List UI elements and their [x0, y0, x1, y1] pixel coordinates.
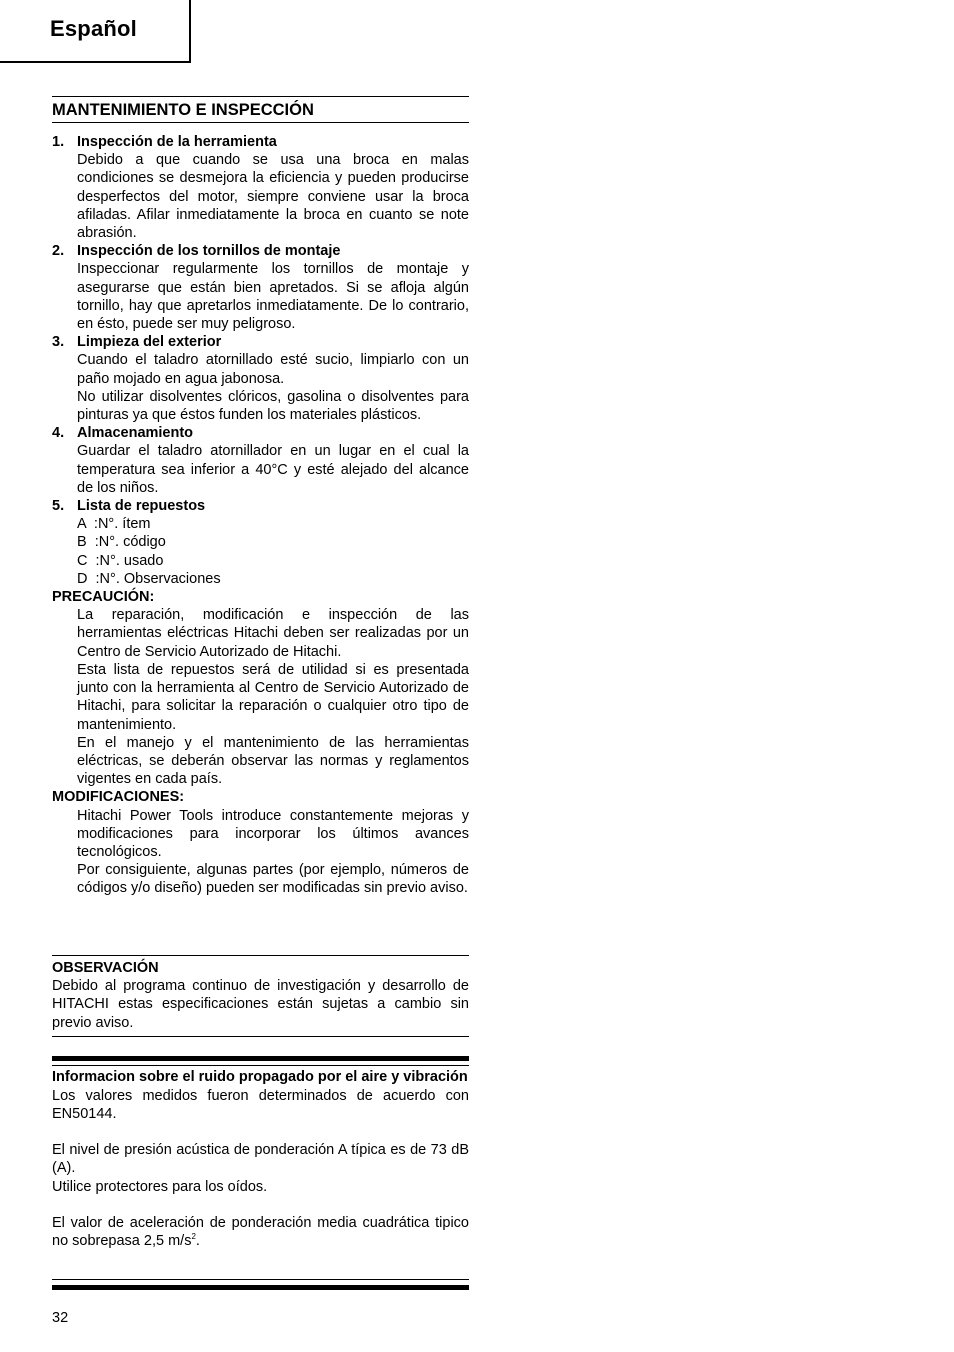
item-title: Limpieza del exterior	[77, 334, 222, 351]
precaution-heading: PRECAUCIÓN:	[52, 589, 155, 606]
precaution-text: La reparación, modificación e inspección de las herramientas eléctricas Hitachi deben ser realizadas por un Centro de Servicio Autorizado de Hitachi.	[77, 607, 469, 660]
modifications-block	[52, 788, 469, 897]
observation-block	[52, 959, 469, 1032]
precaution-text: En el manejo y el mantenimiento de las herramientas eléctricas, se deberán observar las normas y reglamentos vigentes en cada país.	[77, 734, 469, 788]
maintenance-content	[52, 133, 469, 898]
noise-protection-text: Utilice protectores para los oídos.	[52, 1178, 268, 1195]
modifications-heading: MODIFICACIONES:	[52, 789, 185, 806]
item-number: 5.	[52, 498, 65, 515]
item-storage	[52, 424, 469, 497]
item-title: Almacenamiento	[77, 425, 194, 442]
observation-text: Debido al programa continuo de investigación y desarrollo de HITACHI estas especificaciones están sujetas a cambio sin previo aviso.	[52, 978, 469, 1031]
modifications-text: Hitachi Power Tools introduce constantemente mejoras y modificaciones para incorporar los últimos avances tecnológicos.	[77, 807, 469, 860]
noise-vibration-text	[52, 1214, 469, 1250]
item-number: 3.	[52, 334, 65, 351]
item-title: Inspección de los tornillos de montaje	[77, 243, 341, 260]
precaution-block	[52, 588, 469, 788]
spacer	[52, 1123, 469, 1141]
item-number: 2.	[52, 243, 65, 260]
item-parts-list	[52, 497, 469, 588]
item-tool-inspection	[52, 133, 469, 242]
item-text: Inspeccionar regularmente los tornillos de montaje y asegurarse que están bien apretados. Si se afloja algún tornillo, hay que apretarlos inmediatamente. De lo contrario, en ésto, puede ser muy peligroso.	[77, 261, 469, 333]
noise-block	[52, 1069, 469, 1250]
item-text: No utilizar disolventes clóricos, gasolina o disolventes para pinturas ya que éstos funden los materiales plásticos.	[77, 388, 469, 424]
section-title-rule-bottom	[52, 122, 469, 123]
item-text: Debido a que cuando se usa una broca en malas condiciones se desmejora la eficiencia y pueden producirse desperfectos del motor, siempre conviene usar la broca afiladas. Afilar inmediatamente la broca en cuanto se note abrasión.	[77, 152, 469, 242]
observation-heading: OBSERVACIÓN	[52, 960, 159, 976]
precaution-text: Esta lista de repuestos será de utilidad si es presentada junto con la herramienta al Centro de Servicio Autorizado de Hitachi, para solicitar la reparación o cualquier otro tipo de mantenimiento.	[77, 661, 469, 733]
section-title-rule-top	[52, 96, 469, 97]
modifications-text: Por consiguiente, algunas partes (por ejemplo, números de códigos y/o diseño) pueden ser modificadas sin previo aviso.	[77, 862, 469, 897]
language-tab	[0, 0, 191, 63]
parts-legend-entry: D :N°. Observaciones	[77, 570, 221, 587]
noise-pressure-text: El nivel de presión acústica de ponderación A típica es de 73 dB (A).	[52, 1142, 469, 1177]
unit-superscript: 2	[191, 1232, 196, 1242]
parts-legend-entry: A :N°. ítem	[77, 516, 151, 533]
noise-measure-text: Los valores medidos fueron determinados de acuerdo con EN50144.	[52, 1087, 469, 1122]
parts-legend	[52, 515, 469, 588]
item-text: Guardar el taladro atornillador en un lugar en el cual la temperatura sea inferior a 40°C y esté alejado del alcance de los niños.	[77, 443, 469, 496]
item-number: 4.	[52, 425, 65, 442]
noise-rule-thick-bottom	[52, 1285, 469, 1290]
item-exterior-cleaning	[52, 333, 469, 424]
language-tab-label: Español	[50, 16, 137, 41]
noise-rule-thin-top	[52, 1065, 469, 1066]
item-screw-inspection	[52, 242, 469, 333]
noise-heading: Informacion sobre el ruido propagado por el aire y vibración	[52, 1069, 468, 1085]
vibration-period: .	[195, 1233, 200, 1250]
parts-legend-entry: C :N°. usado	[77, 552, 164, 569]
noise-rule-thick-top	[52, 1056, 469, 1061]
page-number: 32	[52, 1310, 69, 1326]
vibration-value-text: El valor de aceleración de ponderación media cuadrática tipico no sobrepasa 2,5 m/s	[52, 1214, 469, 1250]
spacer	[52, 1196, 469, 1214]
section-title: MANTENIMIENTO E INSPECCIÓN	[52, 101, 314, 119]
observation-rule-top	[52, 955, 469, 956]
parts-legend-entry: B :N°. código	[77, 534, 166, 551]
observation-rule-bottom	[52, 1036, 469, 1037]
item-title: Inspección de la herramienta	[77, 134, 277, 150]
item-text: Cuando el taladro atornillado esté sucio, limpiarlo con un paño mojado en agua jabonosa.	[77, 352, 469, 387]
item-number: 1.	[52, 134, 65, 150]
noise-rule-thin-bottom	[52, 1279, 469, 1280]
item-title: Lista de repuestos	[77, 498, 206, 515]
